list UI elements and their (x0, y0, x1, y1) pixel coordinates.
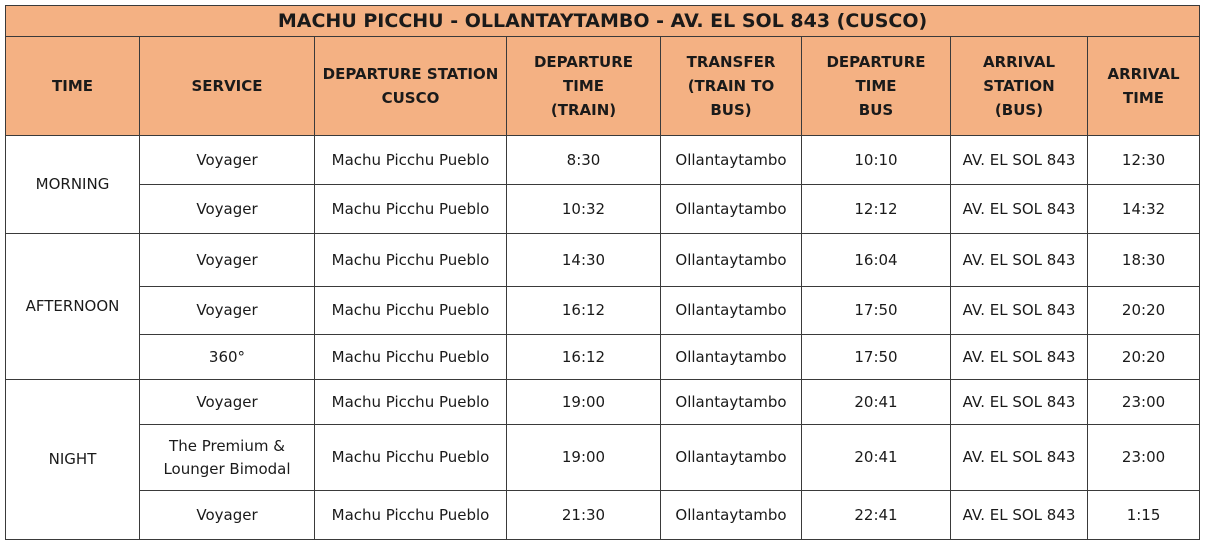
train-departure-cell: 8:30 (507, 136, 661, 185)
period-cell: NIGHT (6, 380, 140, 540)
transfer-cell: Ollantaytambo (661, 335, 802, 380)
departure-station-cell: Machu Picchu Pueblo (315, 234, 507, 287)
table-row (6, 380, 1200, 425)
arrival-station-cell: AV. EL SOL 843 (951, 234, 1088, 287)
transfer-cell: Ollantaytambo (661, 185, 802, 234)
table-row (6, 234, 1200, 287)
service-cell: Voyager (140, 234, 315, 287)
transfer-cell: Ollantaytambo (661, 287, 802, 335)
table-row (6, 425, 1200, 491)
train-departure-cell: 19:00 (507, 425, 661, 491)
departure-station-cell: Machu Picchu Pueblo (315, 136, 507, 185)
period-cell: MORNING (6, 136, 140, 234)
column-header: DEPARTURE STATION CUSCO (315, 37, 507, 136)
arrival-time-cell: 20:20 (1088, 287, 1200, 335)
column-header: SERVICE (140, 37, 315, 136)
arrival-time-cell: 12:30 (1088, 136, 1200, 185)
bus-departure-cell: 20:41 (802, 380, 951, 425)
column-header: TIME (6, 37, 140, 136)
title-row (6, 6, 1200, 37)
train-departure-cell: 16:12 (507, 335, 661, 380)
period-cell: AFTERNOON (6, 234, 140, 380)
bus-departure-cell: 20:41 (802, 425, 951, 491)
service-cell: Voyager (140, 136, 315, 185)
service-cell: Voyager (140, 185, 315, 234)
transfer-cell: Ollantaytambo (661, 491, 802, 540)
column-header: DEPARTURE TIME BUS (802, 37, 951, 136)
column-header: DEPARTURE TIME (TRAIN) (507, 37, 661, 136)
bus-departure-cell: 17:50 (802, 335, 951, 380)
train-departure-cell: 19:00 (507, 380, 661, 425)
arrival-time-cell: 1:15 (1088, 491, 1200, 540)
arrival-time-cell: 23:00 (1088, 425, 1200, 491)
column-header: ARRIVAL TIME (1088, 37, 1200, 136)
arrival-time-cell: 20:20 (1088, 335, 1200, 380)
arrival-time-cell: 23:00 (1088, 380, 1200, 425)
train-departure-cell: 21:30 (507, 491, 661, 540)
service-cell: Voyager (140, 287, 315, 335)
header-row (6, 37, 1200, 136)
bus-departure-cell: 10:10 (802, 136, 951, 185)
table-row (6, 491, 1200, 540)
table-row (6, 335, 1200, 380)
column-header: TRANSFER (TRAIN TO BUS) (661, 37, 802, 136)
departure-station-cell: Machu Picchu Pueblo (315, 287, 507, 335)
arrival-station-cell: AV. EL SOL 843 (951, 136, 1088, 185)
departure-station-cell: Machu Picchu Pueblo (315, 185, 507, 234)
departure-station-cell: Machu Picchu Pueblo (315, 380, 507, 425)
table-row (6, 287, 1200, 335)
transfer-cell: Ollantaytambo (661, 380, 802, 425)
bus-departure-cell: 17:50 (802, 287, 951, 335)
arrival-time-cell: 14:32 (1088, 185, 1200, 234)
service-cell: The Premium & Lounger Bimodal (140, 425, 315, 491)
transfer-cell: Ollantaytambo (661, 136, 802, 185)
departure-station-cell: Machu Picchu Pueblo (315, 491, 507, 540)
table-row (6, 185, 1200, 234)
train-departure-cell: 14:30 (507, 234, 661, 287)
table-title: MACHU PICCHU - OLLANTAYTAMBO - AV. EL SOL 843 (CUSCO) (6, 6, 1200, 37)
arrival-station-cell: AV. EL SOL 843 (951, 425, 1088, 491)
schedule-table (5, 5, 1200, 540)
service-cell: Voyager (140, 380, 315, 425)
table-row (6, 136, 1200, 185)
arrival-station-cell: AV. EL SOL 843 (951, 185, 1088, 234)
train-departure-cell: 16:12 (507, 287, 661, 335)
departure-station-cell: Machu Picchu Pueblo (315, 335, 507, 380)
arrival-station-cell: AV. EL SOL 843 (951, 335, 1088, 380)
column-header: ARRIVAL STATION (BUS) (951, 37, 1088, 136)
arrival-station-cell: AV. EL SOL 843 (951, 287, 1088, 335)
transfer-cell: Ollantaytambo (661, 234, 802, 287)
service-cell: Voyager (140, 491, 315, 540)
transfer-cell: Ollantaytambo (661, 425, 802, 491)
arrival-station-cell: AV. EL SOL 843 (951, 491, 1088, 540)
service-cell: 360° (140, 335, 315, 380)
bus-departure-cell: 22:41 (802, 491, 951, 540)
arrival-station-cell: AV. EL SOL 843 (951, 380, 1088, 425)
bus-departure-cell: 16:04 (802, 234, 951, 287)
train-departure-cell: 10:32 (507, 185, 661, 234)
arrival-time-cell: 18:30 (1088, 234, 1200, 287)
schedule-body (6, 136, 1200, 540)
departure-station-cell: Machu Picchu Pueblo (315, 425, 507, 491)
bus-departure-cell: 12:12 (802, 185, 951, 234)
